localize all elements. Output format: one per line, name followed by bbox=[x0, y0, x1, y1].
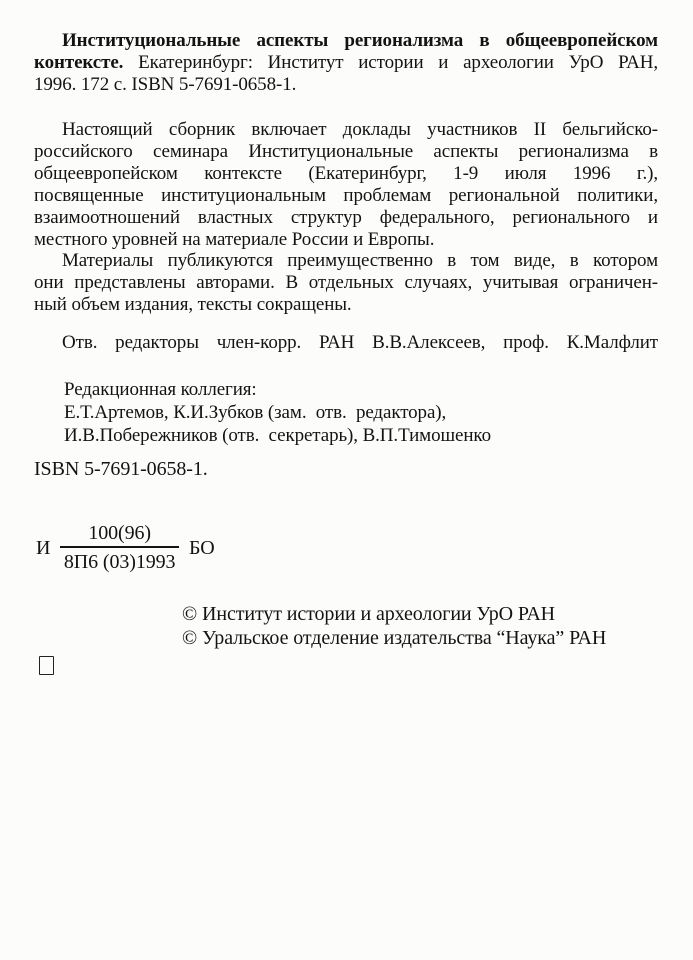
classification-index bbox=[36, 523, 215, 572]
annotation-line: Настоящий сборник включает доклады участников II бельгийско- bbox=[62, 119, 658, 140]
annotation-line: посвященные институциональным проблемам региональной политики, bbox=[34, 185, 658, 206]
copyright-block bbox=[182, 602, 672, 650]
annotation-paragraph bbox=[34, 119, 658, 251]
responsible-editors-line: Отв. редакторы член-корр. РАН В.В.Алексеев, проф. К.Малфлит bbox=[62, 332, 658, 353]
editorial-board-member-line: И.В.Побережников (отв. секретарь), В.П.Тимошенко bbox=[64, 425, 491, 446]
materials-note-line: ный объем издания, тексты сокращены. bbox=[34, 294, 352, 315]
classification-fraction bbox=[60, 523, 179, 572]
classification-numerator: 100(96) bbox=[60, 523, 179, 548]
annotation-line: взаимоотношений властных структур федерального, регионального и bbox=[34, 207, 658, 228]
editorial-board-member-line: Е.Т.Артемов, К.И.Зубков (зам. отв. редактора), bbox=[64, 402, 447, 423]
materials-note-line: Материалы публикуются преимущественно в том виде, в котором bbox=[62, 250, 658, 271]
citation-imprint: Екатеринбург: Институт истории и археологии УрО РАН, bbox=[123, 52, 658, 73]
copyright-line: © Уральское отделение издательства “Наука” РАН bbox=[182, 627, 607, 649]
editorial-board bbox=[34, 378, 658, 447]
book-citation bbox=[34, 30, 658, 96]
annotation-line: общеевропейском контексте (Екатеринбург, 1-9 июля 1996 г.), bbox=[34, 163, 658, 184]
citation-line: 1996. 172 с. ISBN 5-7691-0658-1. bbox=[34, 74, 297, 95]
annotation-line: местного уровней на материале России и Европы. bbox=[34, 229, 435, 250]
classification-suffix: БО bbox=[188, 536, 215, 559]
citation-title: Институциональные аспекты регионализма в общеевропейском bbox=[62, 30, 658, 51]
materials-note-line: они представлены авторами. В отдельных случаях, учитывая ограничен- bbox=[34, 272, 658, 293]
annotation-line: российского семинара Институциональные аспекты регионализма в bbox=[34, 141, 658, 162]
responsible-editors bbox=[34, 332, 658, 354]
isbn-value: ISBN 5-7691-0658-1. bbox=[34, 458, 208, 480]
copyright-line: © Институт истории и археологии УрО РАН bbox=[182, 603, 556, 625]
editorial-board-title: Редакционная коллегия: bbox=[64, 379, 257, 400]
citation-title-tail: контексте. bbox=[34, 52, 124, 73]
isbn-line bbox=[34, 458, 658, 480]
classification-prefix: И bbox=[36, 536, 51, 559]
citation-line bbox=[34, 30, 658, 52]
materials-note-paragraph bbox=[34, 250, 658, 316]
empty-square-mark bbox=[39, 656, 54, 675]
classification-denominator: 8П6 (03)1993 bbox=[63, 551, 176, 573]
citation-line bbox=[34, 52, 658, 74]
